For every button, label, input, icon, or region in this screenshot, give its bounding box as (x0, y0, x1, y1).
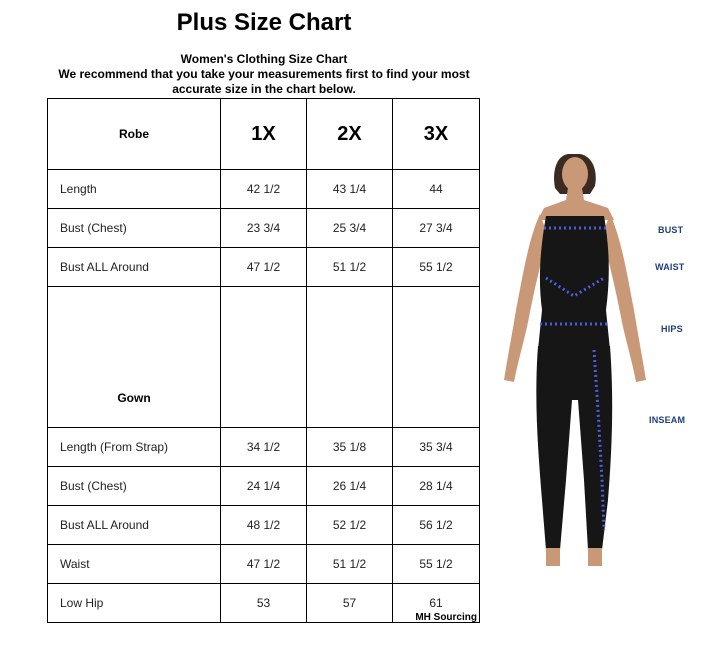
right-ankle (588, 548, 602, 566)
table-row (48, 209, 480, 248)
cell-value: 53 (221, 584, 307, 623)
cell-value: 55 1/2 (393, 248, 480, 287)
cell-value: 23 3/4 (221, 209, 307, 248)
cell-value: 26 1/4 (307, 467, 393, 506)
size-header-3x: 3X (393, 99, 480, 170)
row-label: Length (From Strap) (48, 428, 221, 467)
inseam-label: INSEAM (649, 415, 686, 425)
cell-value: 34 1/2 (221, 428, 307, 467)
head (562, 157, 588, 191)
robe-header-row (48, 99, 480, 170)
cell-value: 51 1/2 (307, 545, 393, 584)
empty-cell (307, 287, 393, 428)
credit-label: MH Sourcing (415, 612, 477, 623)
cell-value: 27 3/4 (393, 209, 480, 248)
cell-value: 48 1/2 (221, 506, 307, 545)
waist-label: WAIST (655, 262, 685, 272)
subtitle (30, 52, 498, 97)
neck-shoulders (538, 188, 614, 220)
row-label: Low Hip (48, 584, 221, 623)
robe-section-label: Robe (48, 99, 221, 170)
cell-value: 35 1/8 (307, 428, 393, 467)
cell-value: 25 3/4 (307, 209, 393, 248)
gown-section-label: Gown (48, 287, 221, 428)
table-row (48, 428, 480, 467)
table-row (48, 506, 480, 545)
size-chart-table (47, 98, 480, 623)
cell-value: 24 1/4 (221, 467, 307, 506)
empty-cell (393, 287, 480, 428)
cell-value: 42 1/2 (221, 170, 307, 209)
cell-value: 55 1/2 (393, 545, 480, 584)
table-row (48, 170, 480, 209)
leggings (536, 346, 612, 550)
row-label: Bust ALL Around (48, 506, 221, 545)
subtitle-line-1: Women's Clothing Size Chart (180, 52, 348, 66)
cell-value: 57 (307, 584, 393, 623)
cell-value: 52 1/2 (307, 506, 393, 545)
model-measurement-figure (498, 150, 668, 570)
cell-value: 43 1/4 (307, 170, 393, 209)
cell-value: 47 1/2 (221, 545, 307, 584)
subtitle-line-3: accurate size in the chart below. (172, 82, 356, 96)
row-label: Length (48, 170, 221, 209)
bust-label: BUST (658, 225, 684, 235)
page-title: Plus Size Chart (176, 9, 352, 36)
table-row (48, 248, 480, 287)
cell-value: 28 1/4 (393, 467, 480, 506)
row-label: Bust (Chest) (48, 467, 221, 506)
empty-cell (221, 287, 307, 428)
left-ankle (546, 548, 560, 566)
cell-value: 51 1/2 (307, 248, 393, 287)
cell-value: 47 1/2 (221, 248, 307, 287)
row-label: Bust (Chest) (48, 209, 221, 248)
subtitle-line-2: We recommend that you take your measurements first to find your most (58, 67, 470, 81)
cell-value: 61 (393, 584, 480, 623)
hips-label: HIPS (661, 324, 683, 334)
row-label: Waist (48, 545, 221, 584)
camisole (538, 216, 610, 350)
gown-header-row (48, 287, 480, 428)
table-row (48, 467, 480, 506)
cell-value: 56 1/2 (393, 506, 480, 545)
cell-value: 44 (393, 170, 480, 209)
size-header-1x: 1X (221, 99, 307, 170)
cell-value: 35 3/4 (393, 428, 480, 467)
row-label: Bust ALL Around (48, 248, 221, 287)
size-header-2x: 2X (307, 99, 393, 170)
table-row (48, 545, 480, 584)
